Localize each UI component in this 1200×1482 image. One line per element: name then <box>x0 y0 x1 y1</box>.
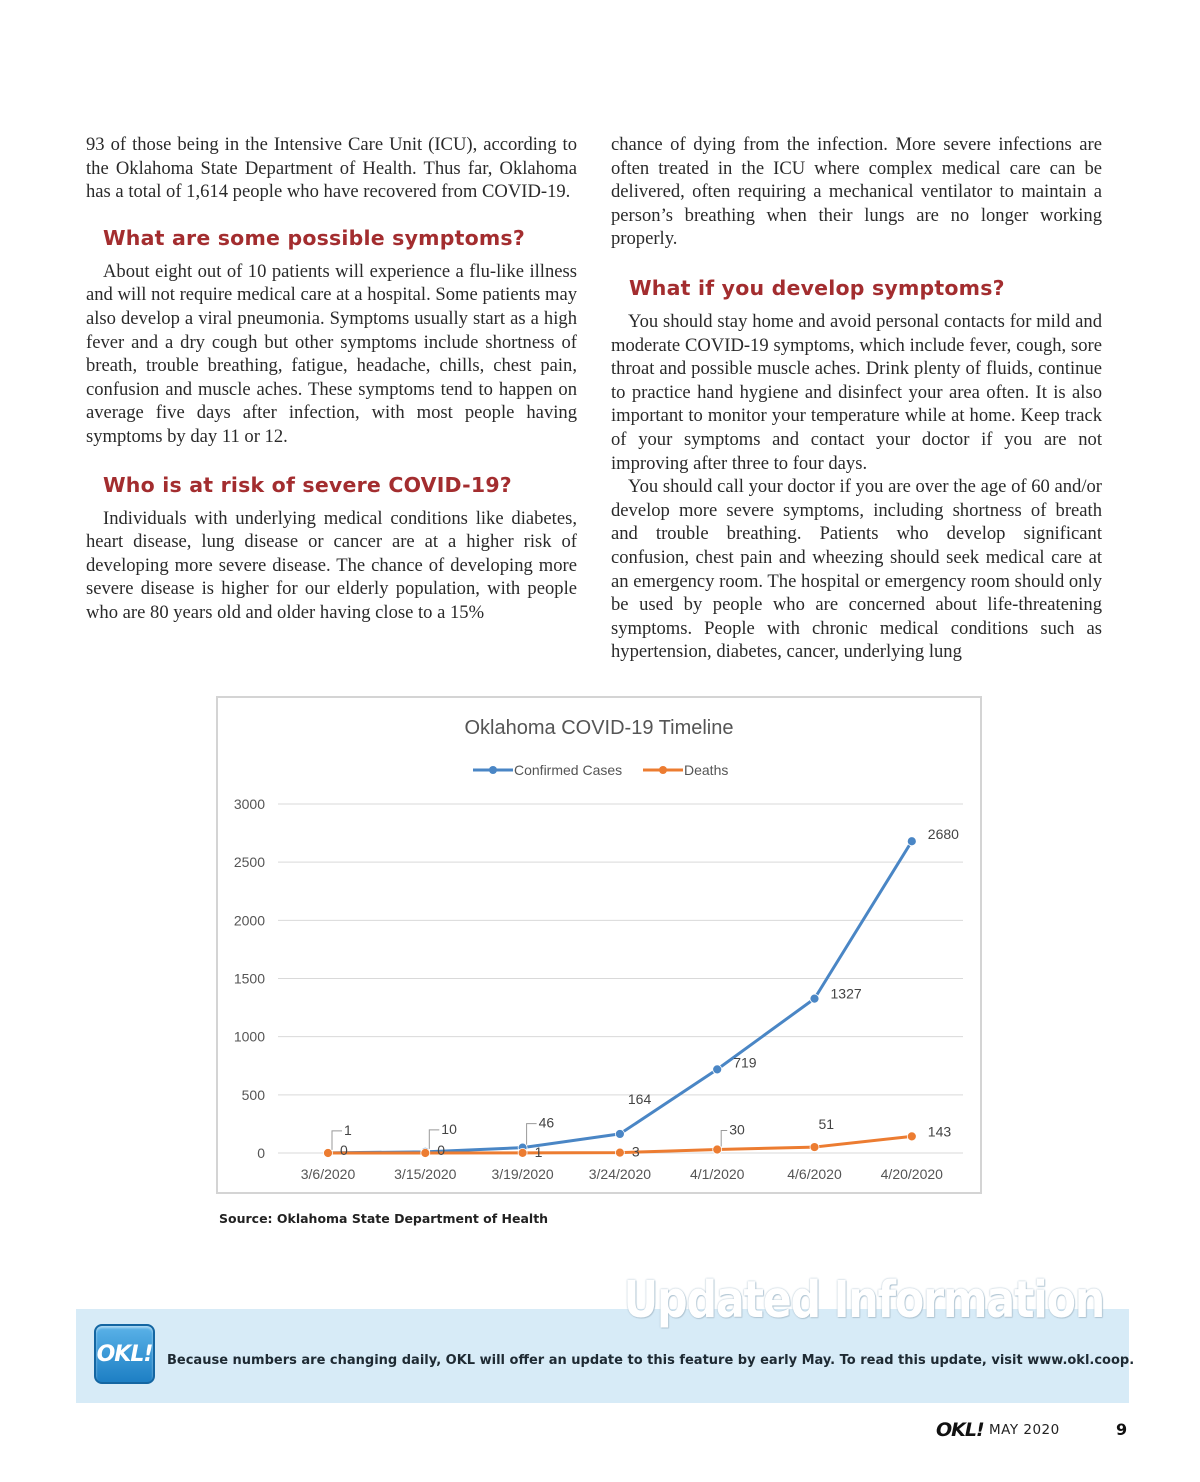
chart-gridlines <box>278 804 963 1153</box>
chart-title: Oklahoma COVID-19 Timeline <box>464 717 734 739</box>
risk-paragraph: Individuals with underlying medical conditions like diabetes, heart disease, lung disease or cancer are at a higher risk of developing more severe disease. The chance of developing more severe disease is higher for our elderly population, with people who are 80 years old and older having close to a 15% <box>86 507 577 623</box>
update-callout-title: Updated Information <box>623 1271 1104 1330</box>
data-label: 10 <box>441 1120 457 1137</box>
data-point <box>810 1143 819 1152</box>
data-label: 1 <box>534 1143 543 1160</box>
data-label: 1 <box>344 1121 352 1138</box>
data-label: 0 <box>340 1142 348 1158</box>
left-column <box>86 133 577 625</box>
data-label: 46 <box>538 1114 555 1131</box>
x-tick-label: 4/6/2020 <box>787 1166 842 1182</box>
y-axis-ticks <box>234 796 265 1161</box>
legend-swatch-marker <box>489 766 497 774</box>
data-point <box>810 994 819 1003</box>
continued-paragraph: chance of dying from the infection. More severe infections are often treated in the ICU where complex medical care can be delivered, often requiring a mechanical ventilator to maintain a person’s breathing when their lungs are no longer working properly. <box>611 134 1102 250</box>
y-tick-label: 3000 <box>233 796 265 812</box>
call-doctor-paragraph: You should call your doctor if you are over the age of 60 and/or develop more severe symptoms, including shortness of breath and trouble breathing. Patients who develop significant confusion, chest pain and wheezing should seek medical care at an emergency room. The hospital or emergency room should only be used by people who are concerned about life-threatening symptoms. People with chronic medical conditions such as hypertension, diabetes, cancer, underlying lung <box>611 476 1102 663</box>
y-tick-label: 0 <box>257 1145 265 1161</box>
y-tick-label: 2000 <box>233 912 265 929</box>
data-point <box>615 1148 624 1157</box>
label-leader-line <box>527 1124 537 1145</box>
okl-logo-text: OKL! <box>96 1341 153 1367</box>
legend-label: Deaths <box>684 762 729 778</box>
okl-logo-icon <box>94 1324 155 1384</box>
label-leader-line <box>721 1131 727 1147</box>
data-point <box>907 1132 916 1141</box>
symptoms-paragraph: About eight out of 10 patients will experience a flu-like illness and will not require medical care at a hospital. Some patients may also develop a viral pneumonia. Symptoms usually start as a high fever and a dry cough but other symptoms include shortness of breath, trouble breathing, fatigue, headache, chills, chest pain, confusion and muscle aches. These symptoms tend to happen on average five days after infection, with most people having symptoms by day 11 or 12. <box>86 260 577 447</box>
x-tick-label: 3/15/2020 <box>394 1166 457 1182</box>
covid-timeline-chart <box>216 696 982 1194</box>
x-tick-label: 4/1/2020 <box>689 1166 745 1182</box>
chart-series <box>324 837 917 1158</box>
x-axis-ticks <box>301 1166 943 1182</box>
update-callout-text: Because numbers are changing daily, OKL will offer an update to this feature by early May. To read this update, visit www.okl.coop. <box>167 1353 1135 1368</box>
risk-heading: Who is at risk of severe COVID-19? <box>103 472 512 497</box>
data-point <box>518 1148 527 1157</box>
footer-issue-date: MAY 2020 <box>989 1422 1060 1438</box>
data-label: 3 <box>631 1143 640 1160</box>
data-label: 51 <box>818 1116 835 1133</box>
x-tick-label: 3/24/2020 <box>588 1166 652 1182</box>
legend-label: Confirmed Cases <box>514 762 623 778</box>
chart-canvas <box>218 698 980 1192</box>
data-point <box>615 1129 624 1138</box>
y-tick-label: 500 <box>241 1086 265 1103</box>
chart-source: Source: Oklahoma State Department of Health <box>219 1211 549 1226</box>
y-tick-label: 1500 <box>233 970 265 987</box>
y-tick-label: 2500 <box>233 854 265 871</box>
legend-swatch-marker <box>659 766 667 774</box>
data-label: 30 <box>729 1121 745 1138</box>
intro-paragraph: 93 of those being in the Intensive Care Unit (ICU), according to the Oklahoma State Department of Health. Thus far, Oklahoma has a total of 1,614 people who have recovered from COVID-19. <box>86 134 577 203</box>
data-point <box>713 1145 722 1154</box>
data-point <box>907 837 916 846</box>
data-point <box>421 1149 430 1158</box>
data-label: 1327 <box>830 985 862 1002</box>
x-tick-label: 4/20/2020 <box>880 1166 943 1182</box>
footer-okl-logo: OKL! <box>936 1419 984 1441</box>
data-label: 2680 <box>927 826 959 843</box>
page-number: 9 <box>1116 1420 1128 1439</box>
x-tick-label: 3/19/2020 <box>491 1166 554 1182</box>
y-tick-label: 1000 <box>233 1028 265 1045</box>
develop-symptoms-heading: What if you develop symptoms? <box>629 275 1005 300</box>
symptoms-heading: What are some possible symptoms? <box>103 225 525 250</box>
data-label: 0 <box>437 1142 446 1158</box>
data-point <box>324 1149 333 1158</box>
x-tick-label: 3/6/2020 <box>300 1166 356 1182</box>
right-column <box>611 133 1102 664</box>
data-label: 164 <box>627 1090 652 1107</box>
data-point <box>713 1065 722 1074</box>
chart-legend <box>473 762 728 778</box>
data-labels <box>332 826 959 1160</box>
series-line <box>328 841 912 1153</box>
data-label: 143 <box>927 1123 952 1140</box>
data-label: 719 <box>733 1054 757 1071</box>
stay-home-paragraph: You should stay home and avoid personal contacts for mild and moderate COVID-19 symptoms, which include fever, cough, sore throat and possible muscle aches. Drink plenty of fluids, continue to practice hand hygiene and disinfect your area often. It is also important to monitor your temperature while at home. Keep track of your symptoms and contact your doctor if you are not improving after three to four days. <box>611 310 1102 474</box>
